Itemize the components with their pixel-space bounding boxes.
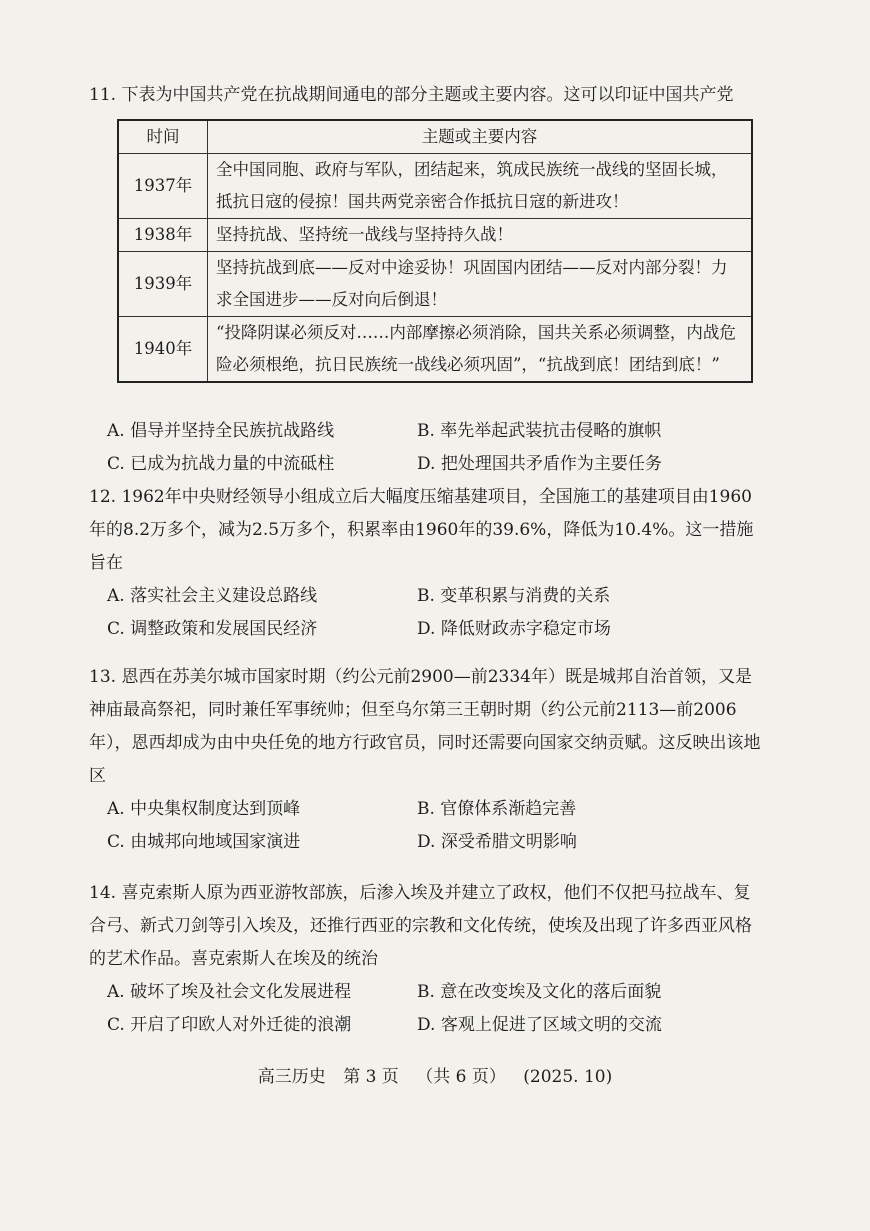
option-row xyxy=(89,826,761,859)
table-cell-year: 1940年 xyxy=(118,317,208,383)
question-11-options xyxy=(89,415,761,481)
option-b[interactable]: B. 率先举起武装抗击侵略的旗帜 xyxy=(417,421,662,441)
option-d[interactable]: D. 客观上促进了区域文明的交流 xyxy=(417,1015,662,1035)
table-row xyxy=(118,154,752,219)
option-b[interactable]: B. 官僚体系渐趋完善 xyxy=(417,799,577,819)
option-a[interactable]: A. 中央集权制度达到顶峰 xyxy=(107,799,301,819)
option-row xyxy=(89,415,761,448)
footer-subject: 高三历史 xyxy=(257,1067,326,1087)
option-d[interactable]: D. 把处理国共矛盾作为主要任务 xyxy=(417,454,662,474)
table-header-row xyxy=(118,120,752,154)
table-cell-year: 1938年 xyxy=(118,219,208,252)
option-c[interactable]: C. 已成为抗战力量的中流砥柱 xyxy=(107,454,335,474)
question-11-stem: 11. 下表为中国共产党在抗战期间通电的部分主题或主要内容。这可以印证中国共产党 xyxy=(89,85,734,105)
question-14 xyxy=(89,877,761,1042)
option-row xyxy=(89,976,761,1009)
option-a[interactable]: A. 倡导并坚持全民族抗战路线 xyxy=(107,421,335,441)
option-c[interactable]: C. 由城邦向地域国家演进 xyxy=(107,832,301,852)
question-12-stem: 12. 1962年中央财经领导小组成立后大幅度压缩基建项目，全国施工的基建项目由1960年的8.2万多个，减为2.5万多个，积累率由1960年的39.6%，降低为10.4%。这一措施旨在 xyxy=(89,487,754,573)
table-header-content: 主题或主要内容 xyxy=(208,120,753,154)
table-row xyxy=(118,317,752,383)
option-d[interactable]: D. 降低财政赤字稳定市场 xyxy=(417,619,611,639)
table-cell-content: 全中国同胞、政府与军队，团结起来，筑成民族统一战线的坚固长城，抵抗日寇的侵掠！国共两党亲密合作抵抗日寇的新进攻！ xyxy=(208,154,753,219)
option-c[interactable]: C. 开启了印欧人对外迁徙的浪潮 xyxy=(107,1015,352,1035)
option-row xyxy=(89,613,761,646)
table-cell-year: 1939年 xyxy=(118,252,208,317)
question-13-stem: 13. 恩西在苏美尔城市国家时期（约公元前2900—前2334年）既是城邦自治首领，又是神庙最高祭祀，同时兼任军事统帅；但至乌尔第三王朝时期（约公元前2113—前2006年），恩西却成为由中央任免的地方行政官员，同时还需要向国家交纳贡赋。这反映出该地区 xyxy=(89,667,761,786)
footer-total-pages: （共 6 页） xyxy=(416,1067,506,1087)
option-c[interactable]: C. 调整政策和发展国民经济 xyxy=(107,619,318,639)
option-d[interactable]: D. 深受希腊文明影响 xyxy=(417,832,577,852)
option-row xyxy=(89,580,761,613)
option-a[interactable]: A. 落实社会主义建设总路线 xyxy=(107,586,318,606)
table-cell-year: 1937年 xyxy=(118,154,208,219)
option-row xyxy=(89,793,761,826)
option-row xyxy=(89,448,761,481)
question-12 xyxy=(89,481,761,646)
option-row xyxy=(89,1009,761,1042)
footer-page-number: 第 3 页 xyxy=(343,1067,399,1087)
option-a[interactable]: A. 破坏了埃及社会文化发展进程 xyxy=(107,982,352,1002)
table-cell-content: “投降阴谋必须反对……内部摩擦必须消除，国共关系必须调整，内战危险必须根绝，抗日民族统一战线必须巩固”，“抗战到底！团结到底！” xyxy=(208,317,753,383)
page-footer xyxy=(0,1062,870,1087)
question-11 xyxy=(89,79,761,112)
table-row xyxy=(118,252,752,317)
table-header-time: 时间 xyxy=(118,120,208,154)
option-b[interactable]: B. 变革积累与消费的关系 xyxy=(417,586,611,606)
question-11-table xyxy=(117,119,753,383)
question-14-stem: 14. 喜克索斯人原为西亚游牧部族，后渗入埃及并建立了政权，他们不仅把马拉战车、复合弓、新式刀剑等引入埃及，还推行西亚的宗教和文化传统，使埃及出现了许多西亚风格的艺术作品。喜克索斯人在埃及的统治 xyxy=(89,883,752,969)
question-13 xyxy=(89,661,761,859)
table-cell-content: 坚持抗战、坚持统一战线与坚持持久战！ xyxy=(208,219,753,252)
table-row xyxy=(118,219,752,252)
table-cell-content: 坚持抗战到底——反对中途妥协！巩固国内团结——反对内部分裂！力求全国进步——反对向后倒退！ xyxy=(208,252,753,317)
footer-date: (2025. 10) xyxy=(523,1067,613,1087)
option-b[interactable]: B. 意在改变埃及文化的落后面貌 xyxy=(417,982,662,1002)
